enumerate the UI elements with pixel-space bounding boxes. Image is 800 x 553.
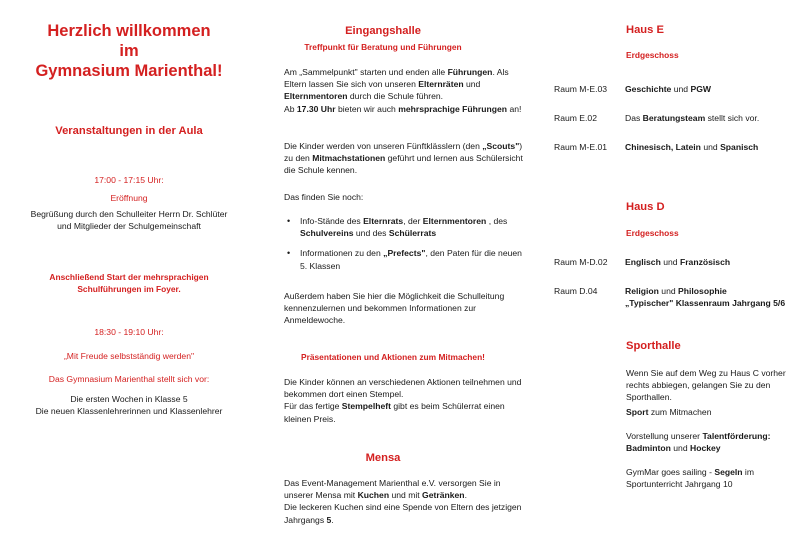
haus-e-floor: Erdgeschoss [626, 50, 679, 60]
sport-directions: Wenn Sie auf dem Weg zu Haus C vorher rechts abbiegen, gelangen Sie zu den Sporthallen. [626, 368, 786, 403]
room-number: Raum M-E.01 [554, 142, 608, 152]
welcome-line-2: im [119, 41, 139, 60]
room-number: Raum E.02 [554, 113, 597, 123]
haus-e-heading: Haus E [626, 24, 664, 36]
list-item: • Info-Stände des Elternrats, der Elternmentoren , des Schulvereins und des Schülerrats [284, 215, 530, 239]
sailing-program: GymMar goes sailing - Segeln im Sportunterricht Jahrgang 10 [626, 467, 755, 490]
opening-label: Eröffnung [110, 193, 148, 203]
room-subject: Englisch und Französisch [625, 257, 731, 267]
room-subject: Geschichte und PGW [625, 84, 711, 94]
greeting-line-1: Begrüßung durch den Schulleiter Herrn Dr. Schlüter [30, 209, 228, 219]
welcome-line-3: Gymnasium Marienthal! [35, 61, 223, 80]
info-list [284, 215, 530, 272]
room-subject: Religion und Philosophie „Typischer" Klassenraum Jahrgang 5/6 [625, 286, 786, 309]
motto-quote: „Mit Freude selbstständig werden" [63, 351, 195, 361]
room-subject: Das Beratungsteam stellt sich vor. [625, 113, 760, 123]
tour-start-notice [0, 272, 258, 296]
room-number: Raum M-D.02 [554, 257, 608, 267]
stamp-paragraph: Die Kinder können an verschiedenen Aktionen teilnehmen und bekommen dort einen Stempel. Für das fertige Stempelheft gibt es beim Schülerrat einen kleinen Preis. [284, 377, 522, 424]
greeting-line-2: und Mitglieder der Schulgemeinschaft [57, 221, 201, 232]
mensa-heading: Mensa [365, 452, 401, 464]
talent-program: Vorstellung unserer Talentförderung: Badminton und Hockey [626, 431, 771, 454]
first-weeks-line-1: Die ersten Wochen in Klasse 5 [70, 394, 188, 404]
tour-start-line-2: Schulführungen im Foyer. [77, 283, 181, 294]
presentations-heading: Präsentationen und Aktionen zum Mitmachen! [301, 352, 485, 362]
haus-d-floor: Erdgeschoss [626, 228, 679, 238]
also-find-label: Das finden Sie noch: [284, 192, 364, 202]
room-number: Raum M-E.03 [554, 84, 608, 94]
sporthalle-heading: Sporthalle [626, 340, 681, 352]
welcome-line-1: Herzlich willkommen [47, 22, 211, 40]
room-number: Raum D.04 [554, 286, 598, 296]
tour-start-line-1: Anschließend Start der mehrsprachigen [49, 272, 209, 282]
tours-paragraph: Am „Sammelpunkt" starten und enden alle Führungen. Als Eltern lassen Sie sich von unseren Elternräten und Elternmentoren durch die Schule führen. Ab 17.30 Uhr bieten wir auch mehrsprachige Führungen an! [284, 67, 522, 114]
welcome-heading [0, 22, 258, 81]
mensa-paragraph: Das Event-Management Marienthal e.V. versorgen Sie in unserer Mensa mit Kuchen und mit Getränken. Die leckeren Kuchen sind eine Spende von Eltern des jetzigen Jahrgangs 5. [284, 478, 522, 525]
management-paragraph: Außerdem haben Sie hier die Möglichkeit die Schulleitung kennenzulernen und bekommen Informationen zur Anmeldewoche. [284, 291, 505, 326]
time-slot-1: 17:00 - 17:15 Uhr: [94, 175, 164, 185]
aula-heading: Veranstaltungen in der Aula [55, 125, 203, 137]
haus-d-heading: Haus D [626, 201, 665, 213]
eingangshalle-subtitle: Treffpunkt für Beratung und Führungen [304, 42, 462, 52]
scouts-paragraph: Die Kinder werden von unseren Fünftklässlern (den „Scouts") zu den Mitmachstationen geführt und lernen aus Schülersicht die Schule kennen. [284, 141, 523, 176]
first-weeks-line-2: Die neuen Klassenlehrerinnen und Klassenlehrer [35, 406, 223, 417]
first-weeks-text [0, 393, 258, 417]
eingangshalle-heading: Eingangshalle [345, 25, 421, 37]
school-presents: Das Gymnasium Marienthal stellt sich vor: [48, 374, 210, 384]
time-slot-2: 18:30 - 19:10 Uhr: [94, 327, 164, 337]
sport-activity: Sport zum Mitmachen [626, 407, 712, 417]
list-item: • Informationen zu den „Prefects", den Paten für die neuen 5. Klassen [284, 247, 530, 271]
room-subject: Chinesisch, Latein und Spanisch [625, 142, 759, 152]
greeting-text [0, 208, 258, 232]
